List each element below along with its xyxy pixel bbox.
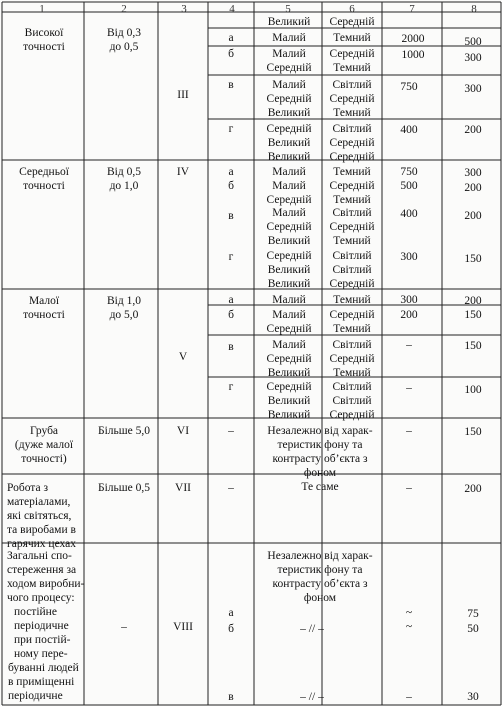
work-name-line: (дуже малої — [14, 439, 74, 451]
general-illuminance: 200 — [464, 182, 482, 194]
background-value: Світлий — [332, 207, 372, 219]
background-value: Світлий — [332, 250, 372, 262]
column-header-8: 8 — [471, 3, 477, 15]
subcategory-label: г — [228, 251, 234, 263]
combined-illuminance: – — [406, 425, 412, 437]
contrast-value: Малий — [272, 166, 306, 178]
background-value: Світлий — [332, 339, 372, 351]
contrast-value: Середній — [266, 353, 312, 365]
column-header-3: 3 — [181, 3, 187, 15]
subcategory-label: а — [228, 166, 234, 178]
work-name-line: які світяться, — [7, 510, 72, 522]
background-value: Темний — [333, 323, 371, 335]
column-header-7: 7 — [409, 3, 415, 15]
background-value: Середній — [329, 180, 375, 192]
general-illuminance: 200 — [464, 295, 482, 307]
combined-illuminance: ~ — [405, 621, 413, 633]
note-line: фоном — [303, 467, 337, 479]
background-value: Темний — [333, 194, 371, 206]
background-value: Темний — [333, 294, 371, 306]
combined-illuminance: 200 — [400, 309, 418, 321]
contrast-value: Великий — [267, 264, 311, 276]
background-value: Світлий — [332, 381, 372, 393]
contrast-value: Середній — [266, 62, 312, 74]
category-label: V — [178, 351, 188, 363]
note-line: теристик фону та — [277, 564, 363, 576]
contrast-value: Малий — [272, 180, 306, 192]
work-name-line: чого процесу: — [7, 592, 75, 604]
background-value: Середній — [329, 353, 375, 365]
combined-illuminance: 500 — [400, 180, 418, 192]
combined-illuminance: 300 — [400, 294, 418, 306]
column-header-5: 5 — [285, 3, 291, 15]
background-value: Світлий — [332, 123, 372, 135]
note-line: – // – — [300, 691, 324, 703]
combined-illuminance: – — [406, 382, 412, 394]
subcategory-label: – — [228, 425, 234, 437]
background-value: Темний — [333, 107, 371, 119]
combined-illuminance: 1000 — [401, 49, 425, 61]
subcategory-label: г — [228, 381, 234, 393]
object-size-line: Від 1,0 — [107, 295, 141, 307]
background-value: Світлий — [332, 395, 372, 407]
work-name-line: Груба — [29, 425, 59, 437]
general-illuminance: 50 — [467, 623, 479, 635]
combined-illuminance: 2000 — [401, 33, 425, 45]
note-line: Те саме — [301, 481, 339, 493]
subcategory-label: а — [228, 607, 234, 619]
category-label: VIII — [173, 621, 193, 633]
object-size-line: до 0,5 — [109, 41, 139, 53]
column-header-6: 6 — [349, 3, 355, 15]
background-value: Темний — [333, 235, 371, 247]
subcategory-label: г — [228, 123, 234, 135]
object-size-line: – — [121, 621, 127, 633]
contrast-value: Середній — [266, 323, 312, 335]
background-value: Темний — [333, 166, 371, 178]
combined-illuminance: 750 — [400, 81, 418, 93]
object-size-line: Від 0,3 — [107, 27, 141, 39]
object-size-line: до 5,0 — [109, 309, 139, 321]
contrast-value: Середній — [266, 123, 312, 135]
work-name-line: при постій- — [14, 634, 71, 646]
column-header-2: 2 — [121, 3, 127, 15]
general-illuminance: 200 — [464, 124, 482, 136]
column-header-1: 1 — [39, 3, 45, 15]
work-name-line: точності — [23, 41, 65, 53]
subcategory-label: а — [228, 294, 234, 306]
work-name-line: Високої — [24, 27, 64, 39]
contrast-value: Малий — [272, 207, 306, 219]
contrast-value: Малий — [272, 48, 306, 60]
category-label: IV — [176, 166, 190, 178]
subcategory-label: в — [228, 79, 234, 91]
contrast-value: Великий — [267, 278, 311, 290]
subcategory-label: б — [228, 309, 234, 321]
contrast-value: Середній — [266, 221, 312, 233]
background-value: Середній — [329, 137, 375, 149]
general-illuminance: 300 — [464, 83, 482, 95]
work-name-line: ходом виробни- — [7, 578, 85, 590]
object-size-line: Від 0,5 — [107, 166, 141, 178]
subcategory-label: б — [228, 180, 234, 192]
background-value: Середній — [329, 309, 375, 321]
background-value: Темний — [333, 367, 371, 379]
subcategory-label: в — [228, 691, 234, 703]
work-name-line: та виробами в — [7, 524, 76, 536]
work-name-line: точності — [23, 309, 65, 321]
combined-illuminance: 400 — [400, 208, 418, 220]
contrast-value: Малий — [272, 79, 306, 91]
contrast-value: Великий — [267, 367, 311, 379]
background-value: Світлий — [332, 79, 372, 91]
combined-illuminance: 300 — [400, 251, 418, 263]
work-name-line: Загальні спо- — [7, 550, 72, 562]
background-value: Середній — [329, 16, 375, 28]
background-value: Середній — [329, 93, 375, 105]
combined-illuminance: – — [406, 339, 412, 351]
general-illuminance: 150 — [464, 309, 482, 321]
general-illuminance: 150 — [464, 253, 482, 265]
general-illuminance: 300 — [464, 52, 482, 64]
work-name-line: Середньої — [19, 166, 69, 178]
contrast-value: Малий — [272, 309, 306, 321]
note-line: Незалежно від харак- — [267, 550, 373, 562]
object-size-line: Більше 0,5 — [98, 482, 150, 494]
background-value: Темний — [333, 62, 371, 74]
contrast-value: Середній — [266, 194, 312, 206]
contrast-value: Середній — [266, 381, 312, 393]
subcategory-label: в — [228, 210, 234, 222]
note-line: контрасту об’єкта з — [272, 578, 368, 590]
contrast-value: Великий — [267, 395, 311, 407]
general-illuminance: 75 — [467, 608, 479, 620]
note-line: фоном — [303, 592, 337, 604]
subcategory-label: – — [228, 482, 234, 494]
contrast-value: Великий — [267, 151, 311, 163]
work-name-line: точності) — [21, 453, 67, 465]
note-line: теристик фону та — [277, 439, 363, 451]
general-illuminance: 200 — [464, 210, 482, 222]
general-illuminance: 100 — [464, 384, 482, 396]
general-illuminance: 200 — [464, 483, 482, 495]
category-label: VII — [175, 482, 191, 494]
background-value: Середній — [329, 278, 375, 290]
contrast-value: Малий — [272, 339, 306, 351]
work-name-line: постійне — [14, 606, 57, 618]
combined-illuminance: – — [406, 482, 412, 494]
background-value: Середній — [329, 221, 375, 233]
general-illuminance: 500 — [464, 36, 482, 48]
category-label: VI — [176, 425, 190, 437]
background-value: Середній — [329, 151, 375, 163]
contrast-value: Великий — [267, 107, 311, 119]
combined-illuminance: 400 — [400, 124, 418, 136]
work-name-line: ному пере- — [14, 648, 68, 660]
work-name-line: буванні людей — [8, 662, 79, 674]
general-illuminance: 30 — [467, 691, 479, 703]
subcategory-label: б — [228, 623, 234, 635]
contrast-value: Великий — [267, 409, 311, 421]
contrast-value: Малий — [272, 32, 306, 44]
subcategory-label: б — [228, 48, 234, 60]
general-illuminance: 150 — [464, 340, 482, 352]
column-header-4: 4 — [229, 3, 235, 15]
general-illuminance: 300 — [464, 167, 482, 179]
contrast-value: Великий — [267, 16, 311, 28]
combined-illuminance: ~ — [405, 607, 413, 619]
contrast-value: Середній — [266, 93, 312, 105]
category-label: III — [177, 89, 189, 101]
object-size-line: Більше 5,0 — [98, 425, 150, 437]
contrast-value: Великий — [267, 235, 311, 247]
note-line: контрасту об’єкта з — [272, 453, 368, 465]
combined-illuminance: 750 — [400, 166, 418, 178]
work-name-line: періодичне — [8, 690, 63, 702]
background-value: Темний — [333, 32, 371, 44]
work-name-line: матеріалами, — [7, 496, 71, 508]
note-line: Незалежно від харак- — [267, 425, 373, 437]
combined-illuminance: – — [406, 691, 412, 703]
work-name-line: періодичне — [14, 620, 69, 632]
background-value: Середній — [329, 48, 375, 60]
work-name-line: точності — [23, 180, 65, 192]
subcategory-label: а — [228, 32, 234, 44]
work-name-line: в приміщенні — [8, 676, 75, 688]
work-name-line: Робота з — [7, 482, 48, 494]
subcategory-label: в — [228, 341, 234, 353]
background-value: Світлий — [332, 264, 372, 276]
general-illuminance: 150 — [464, 426, 482, 438]
note-line: – // – — [300, 623, 324, 635]
contrast-value: Великий — [267, 137, 311, 149]
work-name-line: стереження за — [7, 564, 77, 576]
work-name-line: Малої — [28, 295, 60, 307]
object-size-line: до 1,0 — [109, 180, 139, 192]
contrast-value: Середній — [266, 250, 312, 262]
work-name-line: гарячих цехах — [7, 538, 76, 550]
contrast-value: Малий — [272, 294, 306, 306]
background-value: Середній — [329, 409, 375, 421]
